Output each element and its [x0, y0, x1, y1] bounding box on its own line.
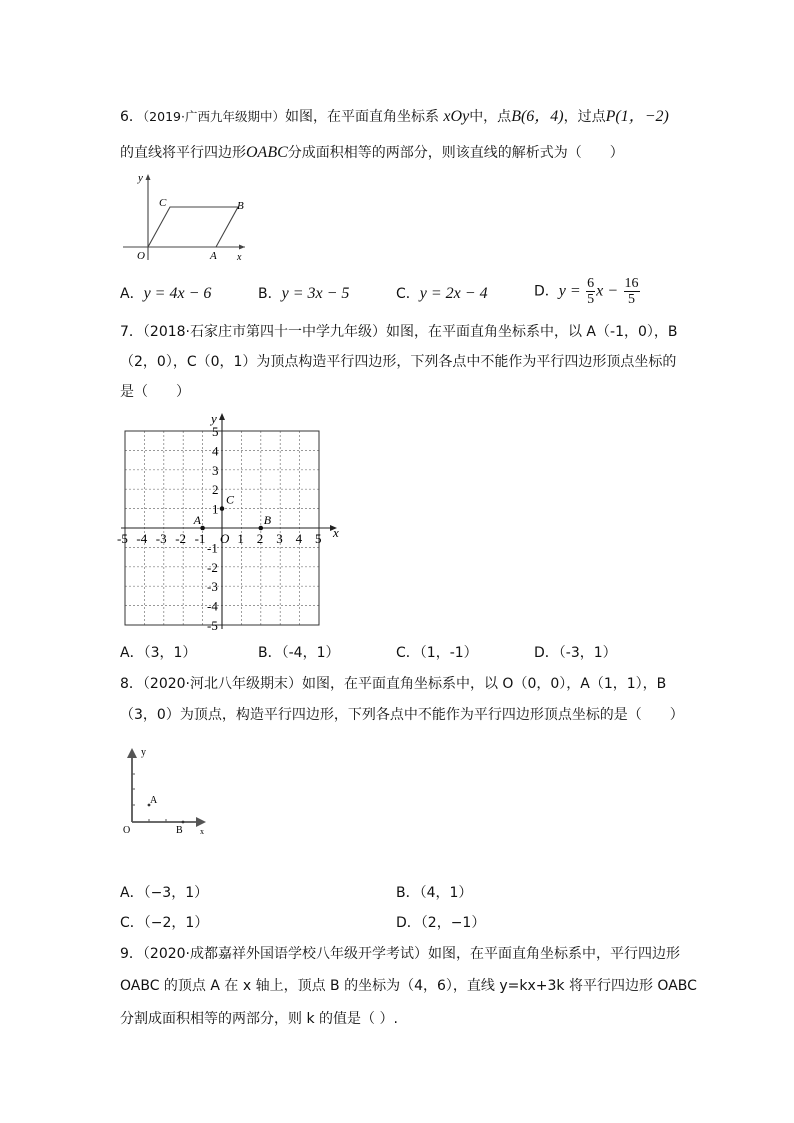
y-tick-label: 4 [212, 443, 219, 459]
q8-line2: （3，0）为顶点，构造平行四边形，下列各点中不能作为平行四边形顶点坐标的是（ ） [120, 707, 684, 723]
y-tick-label: 2 [212, 482, 219, 498]
q7-option-a[interactable]: A．（3，1） [120, 645, 197, 661]
q6-line2-a: 的直线将平行四边形 [120, 145, 246, 161]
x-tick-label: 2 [256, 531, 264, 546]
q8-option-a[interactable]: A．（−3，1） [120, 885, 209, 901]
q8-fig-label-y: y [141, 747, 146, 758]
y-tick-label: 5 [212, 424, 219, 439]
q6-number: 6． [120, 109, 143, 125]
q6-line1 [120, 108, 669, 126]
x-tick-label: -2 [175, 531, 187, 546]
label-a: A [193, 513, 201, 527]
y-tick-label: 3 [212, 462, 219, 478]
q8-option-b[interactable]: B．（4，1） [396, 885, 473, 901]
q7-line1: 7．（2018·石家庄市第四十一中学九年级）如图，在平面直角坐标系中，以 A（-1，0），B [120, 324, 678, 340]
q8-fig-label-o: O [123, 825, 131, 836]
q7-option-b[interactable]: B．（-4，1） [258, 645, 340, 661]
q7-grid-figure [114, 406, 344, 634]
q6-text-b: 中，点 [469, 109, 512, 125]
q8-option-d[interactable]: D．（2，−1） [396, 915, 486, 931]
q6-fig-label-a: A [210, 250, 217, 262]
q6-source: （2019·广西九年级期中） [142, 109, 285, 124]
x-tick-label: 5 [315, 531, 322, 546]
q6-shape: OABC [246, 144, 288, 161]
q8-fig-label-a: A [150, 795, 158, 806]
q7-option-d[interactable]: D．（-3，1） [534, 645, 617, 661]
q6-point-b: B(6，4) [511, 108, 564, 125]
label-b: B [263, 513, 272, 527]
label-c: C [226, 492, 235, 507]
q6-option-c-expr: y = 2x − 4 [419, 285, 488, 302]
axis-x-label: x [333, 525, 339, 540]
point-c [220, 506, 225, 511]
q9-line1: 9．（2020·成都嘉祥外国语学校八年级开学考试）如图，在平面直角坐标系中，平行四边形 [120, 946, 680, 962]
q6-text-a: 如图，在平面直角坐标系 [284, 109, 439, 125]
x-tick-label: -3 [155, 531, 167, 546]
q6-coord-sys: xOy [443, 108, 470, 125]
q7-line2: （2，0），C（0，1）为顶点构造平行四边形，下列各点中不能作为平行四边形顶点坐标的 [120, 354, 677, 370]
q6-option-a[interactable]: A．y = 4x − 6 [120, 285, 212, 302]
axis-y-label: y [211, 411, 217, 426]
y-tick-label: -2 [207, 559, 218, 575]
q9-line3: 分割成面积相等的两部分，则 k 的值是（ ）. [120, 1011, 398, 1027]
q7-line3: 是（ ） [120, 384, 190, 400]
q6-fig-label-y: y [138, 172, 143, 184]
q6-line2 [120, 144, 624, 162]
q6-option-b-expr: y = 3x − 5 [281, 285, 350, 302]
q6-option-a-expr: y = 4x − 6 [143, 285, 212, 302]
q6-fig-label-o: O [137, 250, 145, 262]
q8-figure [120, 742, 215, 837]
point-a [200, 526, 205, 531]
q6-point-p: P(1，−2) [605, 108, 669, 125]
y-axis-arrow [219, 413, 225, 420]
q6-fig-label-b: B [237, 200, 244, 212]
y-tick-label: -4 [207, 598, 218, 614]
q8-line1: 8．（2020·河北八年级期末）如图，在平面直角坐标系中，以 O（0，0），A（1，1），B [120, 676, 667, 692]
y-tick-label: -1 [207, 540, 218, 556]
y-tick-label: -3 [207, 579, 218, 595]
q6-figure [120, 170, 250, 265]
y-tick-label: 1 [212, 501, 219, 517]
q8-option-c[interactable]: C．（−2，1） [120, 915, 209, 931]
q8-fig-label-b: B [176, 825, 183, 836]
q6-option-c[interactable]: C．y = 2x − 4 [396, 285, 488, 302]
q6-fig-label-c: C [159, 197, 167, 209]
x-tick-label: O [220, 531, 230, 546]
q6-text-c: ，过点 [563, 109, 606, 125]
x-tick-label: -5 [117, 531, 128, 546]
q6-option-d[interactable]: D．y = $\frac{6}{5}$ x − $\frac{16}{5}$ [534, 276, 639, 307]
x-tick-label: 1 [237, 531, 244, 546]
point-b [259, 526, 264, 531]
x-tick-label: -1 [194, 531, 206, 546]
x-tick-label: 3 [276, 531, 283, 546]
q6-line2-b: 分成面积相等的两部分，则该直线的解析式为（ ） [287, 145, 624, 161]
q6-option-b[interactable]: B．y = 3x − 5 [258, 285, 350, 302]
q7-option-c[interactable]: C．（1，-1） [396, 645, 478, 661]
y-tick-label: -5 [207, 618, 218, 633]
x-tick-label: 4 [295, 531, 303, 546]
q9-line2: OABC 的顶点 A 在 x 轴上，顶点 B 的坐标为（4，6），直线 y=kx+3k 将平行四边形 OABC [120, 978, 697, 994]
x-tick-label: -4 [136, 531, 148, 546]
q6-fig-label-x: x [237, 252, 242, 263]
q8-fig-label-x: x [200, 827, 204, 836]
